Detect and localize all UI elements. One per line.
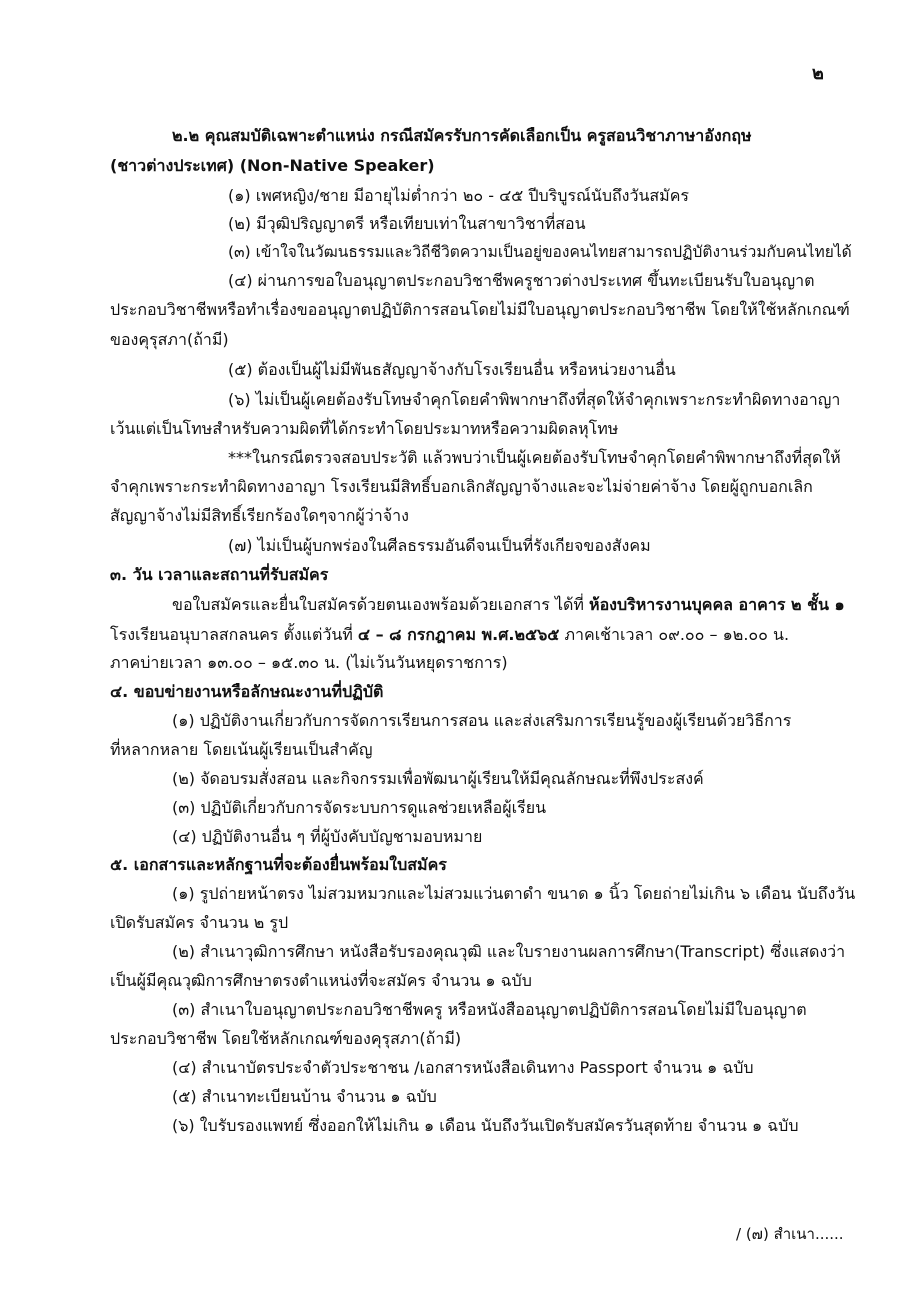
school-name-text: โรงเรียนอนุบาลสกลนคร ตั้งแต่วันที่ [110, 625, 358, 644]
duty-item-1: (๑) ปฏิบัติงานเกี่ยวกับการจัดการเรียนการสอน และส่งเสริมการเรียนรู้ของผู้เรียนด้วยวิธีการ [172, 711, 792, 730]
document-item-6: (๖) ใบรับรองแพทย์ ซึ่งออกให้ไม่เกิน ๑ เดือน นับถึงวันเปิดรับสมัครวันสุดท้าย จำนวน ๑ ฉบับ [172, 1116, 799, 1135]
section-4-heading: ๔. ขอบข่ายงานหรือลักษณะงานที่ปฏิบัติ [110, 682, 384, 701]
duty-item-4: (๔) ปฏิบัติงานอื่น ๆ ที่ผู้บังคับบัญชามอบหมาย [172, 827, 483, 846]
qualification-item-3: (๓) เข้าใจในวัฒนธรรมและวิถีชีวิตความเป็นอยู่ของคนไทยสามารถปฏิบัติงานร่วมกับคนไทยได้ [228, 243, 852, 261]
document-item-2: (๒) สำเนาวุฒิการศึกษา หนังสือรับรองคุณวุฒิ และใบรายงานผลการศึกษา(Transcript) ซึ่งแสดงว่า [172, 942, 846, 961]
qualification-item-6-cont: เว้นแต่เป็นโทษสำหรับความผิดที่ได้กระทำโดยประมาทหรือความผิดลหุโทษ [110, 419, 619, 438]
document-item-3-cont: ประกอบวิชาชีพ โดยใช้หลักเกณฑ์ของคุรุสภา(ถ้ามี) [110, 1029, 462, 1048]
morning-hours: ภาคเช้าเวลา ๐๙.๐๐ – ๑๒.๐๐ น. [559, 625, 790, 644]
background-check-note-cont: จำคุกเพราะกระทำผิดทางอาญา โรงเรียนมีสิทธิ์บอกเลิกสัญญาจ้างและจะไม่จ่ายค่าจ้าง โดยผู้ถูกบอกเลิก [110, 477, 813, 496]
document-item-3: (๓) สำเนาใบอนุญาตประกอบวิชาชีพครู หรือหนังสืออนุญาตปฏิบัติการสอนโดยไม่มีใบอนุญาต [172, 1000, 807, 1019]
afternoon-hours: ภาคบ่ายเวลา ๑๓.๐๐ – ๑๕.๓๐ น. (ไม่เว้นวันหยุดราชการ) [110, 653, 508, 672]
qualification-item-4: (๔) ผ่านการขอใบอนุญาตประกอบวิชาชีพครูชาวต่างประเทศ ขึ้นทะเบียนรับใบอนุญาต [228, 271, 815, 290]
page-number: ๒ [812, 63, 824, 84]
application-date-range: ๔ – ๘ กรกฎาคม พ.ศ.๒๕๖๕ [357, 625, 560, 644]
section-5-heading: ๕. เอกสารและหลักฐานที่จะต้องยื่นพร้อมใบสมัคร [110, 855, 447, 874]
document-item-2-cont: เป็นผู้มีคุณวุฒิการศึกษาตรงตำแหน่งที่จะสมัคร จำนวน ๑ ฉบับ [110, 971, 532, 990]
duty-item-3: (๓) ปฏิบัติเกี่ยวกับการจัดระบบการดูแลช่วยเหลือผู้เรียน [172, 798, 547, 817]
section-3-heading: ๓. วัน เวลาและสถานที่รับสมัคร [110, 565, 329, 584]
background-check-note: ***ในกรณีตรวจสอบประวัติ แล้วพบว่าเป็นผู้เคยต้องรับโทษจำคุกโดยคำพิพากษาถึงที่สุดให้ [228, 448, 841, 467]
qualification-item-1: (๑) เพศหญิง/ชาย มีอายุไม่ต่ำกว่า ๒๐ - ๔๕ ปีบริบูรณ์นับถึงวันสมัคร [228, 186, 689, 205]
qualification-item-6: (๖) ไม่เป็นผู้เคยต้องรับโทษจำคุกโดยคำพิพากษาถึงที่สุดให้จำคุกเพราะกระทำผิดทางอาญา [228, 390, 841, 409]
application-location-text: ขอใบสมัครและยื่นใบสมัครด้วยตนเองพร้อมด้วยเอกสาร ได้ที่ [172, 595, 590, 614]
application-location [172, 595, 845, 615]
application-dates [110, 625, 789, 645]
duty-item-1-cont: ที่หลากหลาย โดยเน้นผู้เรียนเป็นสำคัญ [110, 740, 373, 759]
qualification-item-4-cont: ประกอบวิชาชีพหรือทำเรื่องขออนุญาตปฏิบัติการสอนโดยไม่มีใบอนุญาตประกอบวิชาชีพ โดยให้ใช้หลักเกณฑ์ [110, 300, 850, 319]
document-item-1-cont: เปิดรับสมัคร จำนวน ๒ รูป [110, 913, 289, 932]
background-check-note-cont-2: สัญญาจ้างไม่มีสิทธิ์เรียกร้องใดๆจากผู้ว่าจ้าง [110, 506, 409, 525]
qualification-item-4-cont-2: ของคุรุสภา(ถ้ามี) [110, 330, 229, 349]
duty-item-2: (๒) จัดอบรมสั่งสอน และกิจกรรมเพื่อพัฒนาผู้เรียนให้มีคุณลักษณะที่พึงประสงค์ [172, 769, 704, 788]
qualification-item-5: (๕) ต้องเป็นผู้ไม่มีพันธสัญญาจ้างกับโรงเรียนอื่น หรือหน่วยงานอื่น [228, 360, 676, 379]
document-item-1: (๑) รูปถ่ายหน้าตรง ไม่สวมหมวกและไม่สวมแว่นตาดำ ขนาด ๑ นิ้ว โดยถ่ายไม่เกิน ๖ เดือน นับถึงวัน [172, 884, 856, 903]
qualification-item-2: (๒) มีวุฒิปริญญาตรี หรือเทียบเท่าในสาขาวิชาที่สอน [228, 214, 586, 233]
section-2-2-heading: ๒.๒ คุณสมบัติเฉพาะตำแหน่ง กรณีสมัครรับการคัดเลือกเป็น ครูสอนวิชาภาษาอังกฤษ [172, 126, 752, 145]
qualification-item-7: (๗) ไม่เป็นผู้บกพร่องในศีลธรรมอันดีจนเป็นที่รังเกียจของสังคม [228, 536, 651, 555]
document-item-5: (๕) สำเนาทะเบียนบ้าน จำนวน ๑ ฉบับ [172, 1087, 437, 1106]
document-item-4: (๔) สำเนาบัตรประจำตัวประชาชน /เอกสารหนังสือเดินทาง Passport จำนวน ๑ ฉบับ [172, 1058, 754, 1077]
continuation-note: / (๗) สำเนา...... [736, 1225, 844, 1243]
section-2-2-heading-cont: (ชาวต่างประเทศ) (Non-Native Speaker) [110, 156, 435, 175]
application-room: ห้องบริหารงานบุคคล อาคาร ๒ ชั้น ๑ [589, 595, 845, 614]
